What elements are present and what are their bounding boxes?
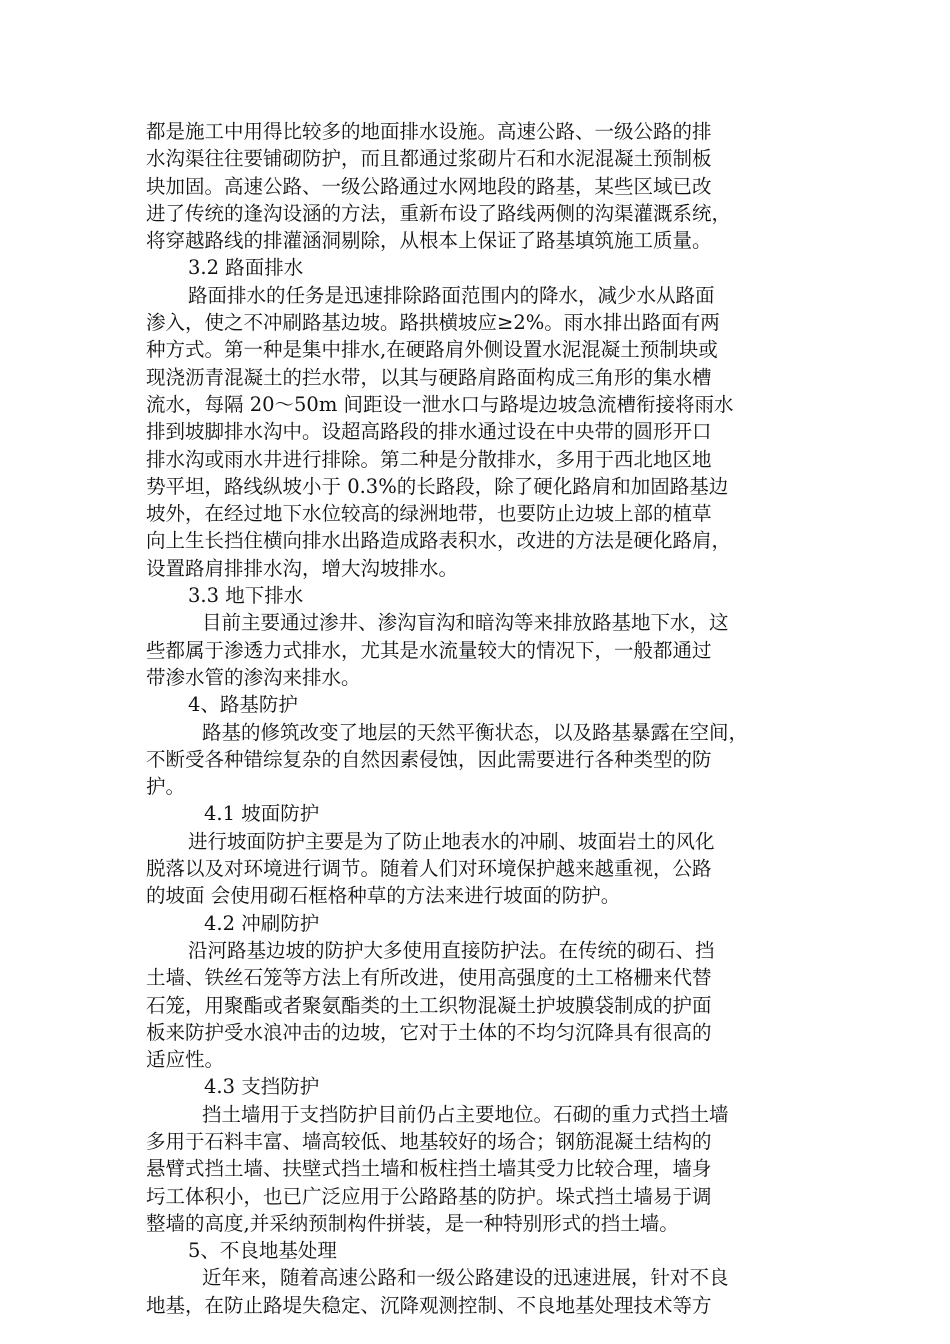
paragraph-1 (146, 118, 812, 254)
paragraph-8 (146, 1264, 812, 1319)
paragraph-7 (146, 1101, 812, 1237)
text-line: 排到坡脚排水沟中。设超高路段的排水通过设在中央带的圆形开口 (146, 420, 712, 444)
text-line: 近年来，随着高速公路和一级公路建设的迅速进展，针对不良 (202, 1266, 729, 1290)
text-line: 护。 (146, 775, 186, 799)
text-line: 路基的修筑改变了地层的天然平衡状态，以及路基暴露在空间， (202, 720, 749, 744)
document-page (146, 118, 812, 1319)
section-heading-4-1: 4.1 坡面防护 (204, 802, 320, 826)
text-line: 种方式。第一种是集中排水,在硬路肩外侧设置水泥混凝土预制块或 (146, 338, 718, 362)
section-heading-5: 5、不良地基处理 (188, 1239, 337, 1263)
text-line: 适应性。 (146, 1048, 225, 1072)
text-line: 进行坡面防护主要是为了防止地表水的冲刷、坡面岩土的风化 (188, 829, 715, 853)
text-line: 目前主要通过渗井、渗沟盲沟和暗沟等来排放路基地下水，这 (202, 611, 729, 635)
section-heading-3-3: 3.3 地下排水 (188, 584, 304, 608)
text-line: 的坡面 会使用砌石框格种草的方法来进行坡面的防护。 (146, 884, 621, 908)
section-heading-4-3: 4.3 支挡防护 (204, 1075, 320, 1099)
section-heading-4-2: 4.2 冲刷防护 (204, 911, 320, 935)
text-line: 流水，每隔 20～50m 间距设一泄水口与路堤边坡急流槽衔接将雨水 (146, 392, 734, 416)
text-line: 进了传统的逢沟设涵的方法，重新布设了路线两侧的沟渠灌溉系统， (146, 201, 732, 225)
text-line: 整墙的高度,并采纳预制构件拼装，是一种特别形式的挡土墙。 (146, 1211, 679, 1235)
text-line: 坡外，在经过地下水位较高的绿洲地带，也要防止边坡上部的植草 (146, 502, 712, 526)
text-line: 水沟渠往往要铺砌防护，而且都通过浆砌片石和水泥混凝土预制板 (146, 147, 712, 171)
text-line: 将穿越路线的排灌涵洞剔除，从根本上保证了路基填筑施工质量。 (146, 229, 712, 253)
text-line: 向上生长挡住横向排水出路造成路表积水，改进的方法是硬化路肩， (146, 529, 732, 553)
text-line: 渗入，使之不冲刷路基边坡。路拱横坡应≥2%。雨水排出路面有两 (146, 311, 720, 335)
text-line: 板来防护受水浪冲击的边坡，它对于土体的不均匀沉降具有很高的 (146, 1020, 712, 1044)
text-line: 设置路肩排排水沟，增大沟坡排水。 (146, 556, 459, 580)
text-line: 不断受各种错综复杂的自然因素侵蚀，因此需要进行各种类型的防 (146, 747, 712, 771)
paragraph-5 (146, 828, 812, 910)
text-line: 势平坦，路线纵坡小于 0.3%的长路段，除了硬化路肩和加固路基边 (146, 474, 729, 498)
text-line: 石笼，用聚酯或者聚氨酯类的土工织物混凝土护坡膜袋制成的护面 (146, 993, 712, 1017)
text-line: 现浇沥青混凝土的拦水带，以其与硬路肩路面构成三角形的集水槽 (146, 365, 712, 389)
text-line: 地基，在防止路堤失稳定、沉降观测控制、不良地基处理技术等方 (146, 1293, 712, 1317)
paragraph-2 (146, 282, 812, 582)
text-line: 块加固。高速公路、一级公路通过水网地段的路基，某些区域已改 (146, 174, 712, 198)
text-line: 都是施工中用得比较多的地面排水设施。高速公路、一级公路的排 (146, 120, 712, 143)
text-line: 土墙、铁丝石笼等方法上有所改进，使用高强度的土工格栅来代替 (146, 966, 712, 990)
text-line: 带渗水管的渗沟来排水。 (146, 665, 361, 689)
text-line: 沿河路基边坡的防护大多使用直接防护法。在传统的砌石、挡 (188, 938, 715, 962)
text-line: 脱落以及对环境进行调节。随着人们对环境保护越来越重视，公路 (146, 857, 712, 881)
section-heading-3-2: 3.2 路面排水 (188, 256, 304, 280)
section-heading-4: 4、路基防护 (188, 693, 298, 717)
paragraph-3 (146, 609, 812, 691)
text-line: 些都属于渗透力式排水，尤其是水流量较大的情况下，一般都通过 (146, 638, 712, 662)
paragraph-4 (146, 719, 812, 801)
text-line: 路面排水的任务是迅速排除路面范围内的降水，减少水从路面 (188, 283, 715, 307)
text-line: 圬工体积小，也已广泛应用于公路路基的防护。垛式挡土墙易于调 (146, 1184, 712, 1208)
text-line: 多用于石料丰富、墙高较低、地基较好的场合；钢筋混凝土结构的 (146, 1129, 712, 1153)
text-line: 悬臂式挡土墙、扶壁式挡土墙和板柱挡土墙其受力比较合理，墙身 (146, 1157, 712, 1181)
paragraph-6 (146, 937, 812, 1073)
text-line: 挡土墙用于支挡防护目前仍占主要地位。石砌的重力式挡土墙 (202, 1102, 729, 1126)
text-line: 排水沟或雨水井进行排除。第二种是分散排水，多用于西北地区地 (146, 447, 712, 471)
